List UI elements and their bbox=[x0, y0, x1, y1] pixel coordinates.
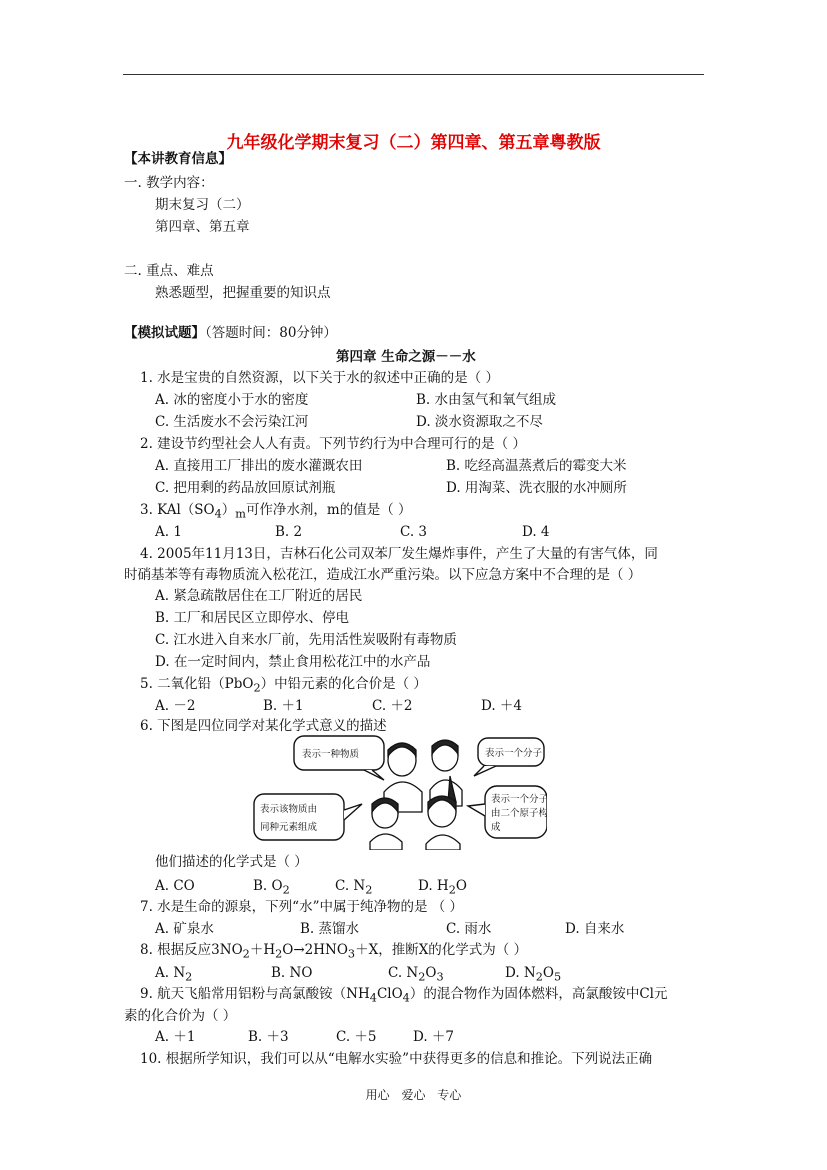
q9-option-c: C. ＋5 bbox=[336, 1029, 377, 1045]
q1-option-b: B. 水由氢气和氧气组成 bbox=[416, 392, 557, 408]
question-2: 2. 建设节约型社会人人有责。下列节约行为中合理可行的是（ ） bbox=[140, 436, 526, 452]
q5-text-2: ）中铅元素的化合价是（ ） bbox=[260, 676, 427, 692]
q5-option-b: B. ＋1 bbox=[263, 698, 304, 714]
q2-option-c: C. 把用剩的药品放回原试剂瓶 bbox=[155, 480, 336, 496]
q3-text-3: 可作净水剂，m的值是（ ） bbox=[245, 502, 412, 518]
q4-option-d: D. 在一定时间内，禁止食用松花江中的水产品 bbox=[155, 654, 431, 670]
question-5 bbox=[140, 675, 427, 698]
q7-option-b: B. 蒸馏水 bbox=[300, 921, 360, 937]
section-1-line-1: 期末复习（二） bbox=[155, 197, 250, 213]
chapter-title: 第四章 生命之源－－水 bbox=[336, 349, 476, 365]
q9-option-a: A. ＋1 bbox=[155, 1029, 196, 1045]
info-header: 【本讲教育信息】 bbox=[124, 151, 232, 167]
q7-option-d: D. 自来水 bbox=[565, 921, 625, 937]
q8-option-d: D. $N_2O_5$ bbox=[505, 965, 562, 984]
question-3 bbox=[140, 501, 412, 524]
q6-option-b: B. $O_2$ bbox=[253, 878, 290, 897]
question-7: 7. 水是生命的源泉，下列“水”中属于纯净物的是 （ ） bbox=[140, 899, 464, 915]
page-footer: 用心 爱心 专心 bbox=[365, 1088, 462, 1102]
section-1-label: 一. 教学内容： bbox=[124, 175, 214, 191]
q1-option-d: D. 淡水资源取之不尽 bbox=[416, 414, 543, 430]
q6-question: 他们描述的化学式是（ ） bbox=[155, 854, 308, 870]
sim-header-line bbox=[124, 324, 337, 342]
q8-option-c: C. $N_2O_3$ bbox=[388, 965, 444, 984]
q3-sub-2: m bbox=[235, 507, 246, 521]
q2-option-b: B. 吃经高温蒸煮后的霉变大米 bbox=[446, 458, 627, 474]
q3-option-d: D. 4 bbox=[522, 524, 550, 540]
sim-time: （答题时间：80分钟） bbox=[205, 325, 337, 341]
question-1: 1. 水是宝贵的自然资源，以下关于水的叙述中正确的是（ ） bbox=[140, 370, 499, 386]
q5-sub: 2 bbox=[253, 681, 261, 695]
q8-option-b: B. NO bbox=[271, 965, 313, 981]
students-figure bbox=[252, 732, 547, 850]
q5-option-d: D. ＋4 bbox=[481, 698, 523, 714]
question-10: 10. 根据所学知识，我们可以从“电解水实验”中获得更多的信息和推论。下列说法正确 bbox=[140, 1051, 653, 1067]
q1-option-a: A. 冰的密度小于水的密度 bbox=[155, 392, 309, 408]
question-9-line-2: 素的化合价为（ ） bbox=[124, 1008, 237, 1024]
q9-option-b: B. ＋3 bbox=[248, 1029, 289, 1045]
bubble-4-text-2: 由二个原子构 bbox=[491, 808, 547, 819]
q4-option-b: B. 工厂和居民区立即停水、停电 bbox=[155, 610, 350, 626]
q1-option-c: C. 生活废水不会污染江河 bbox=[155, 414, 309, 430]
q7-option-a: A. 矿泉水 bbox=[155, 921, 214, 937]
q3-option-a: A. 1 bbox=[155, 524, 182, 540]
q6-option-a: A. CO bbox=[155, 878, 195, 894]
q4-option-c: C. 江水进入自来水厂前，先用活性炭吸附有毒物质 bbox=[155, 632, 457, 648]
bubble-2-text: 表示一个分子 bbox=[485, 748, 543, 759]
q2-option-d: D. 用淘菜、洗衣服的水冲厕所 bbox=[446, 480, 627, 496]
q3-option-b: B. 2 bbox=[275, 524, 303, 540]
q3-text-2: ） bbox=[221, 502, 236, 518]
question-6: 6. 下图是四位同学对某化学式意义的描述 bbox=[140, 718, 387, 734]
page-title: 九年级化学期末复习（二）第四章、第五章粤教版 bbox=[226, 133, 601, 153]
bubble-3-text: 表示该物质由 bbox=[260, 804, 318, 815]
header-rule bbox=[123, 74, 704, 75]
sim-header: 【模拟试题】 bbox=[124, 325, 205, 341]
q5-option-a: A. －2 bbox=[155, 698, 196, 714]
section-2-label: 二. 重点、难点 bbox=[124, 263, 214, 279]
q6-option-d: D. $H_2O$ bbox=[418, 878, 467, 897]
q3-sub-1: 4 bbox=[214, 507, 222, 521]
students-illustration bbox=[252, 732, 547, 850]
q3-option-c: C. 3 bbox=[400, 524, 428, 540]
section-2-line-1: 熟悉题型，把握重要的知识点 bbox=[155, 285, 331, 301]
q5-text-1: 5. 二氧化铅（PbO bbox=[140, 676, 254, 692]
question-9-line-1: 9. 航天飞船常用铝粉与高氯酸铵$(NH_4ClO_4)$的混合物作为固体燃料，高氯酸铵中Cl元 bbox=[140, 986, 668, 1005]
section-1-line-2: 第四章、第五章 bbox=[155, 219, 250, 235]
bubble-4-text-3: 成 bbox=[491, 822, 501, 833]
bubble-1-text: 表示一种物质 bbox=[302, 749, 360, 760]
bubble-3-text-2: 同种元素组成 bbox=[260, 822, 318, 833]
q7-option-c: C. 雨水 bbox=[446, 921, 492, 937]
bubble-4-text: 表示一个分子 bbox=[491, 794, 547, 805]
q8-option-a: A. $N_2$ bbox=[155, 965, 193, 984]
q4-option-a: A. 紧急疏散居住在工厂附近的居民 bbox=[155, 588, 363, 604]
q6-option-c: C. $N_2$ bbox=[335, 878, 373, 897]
question-4-line-2: 时硝基苯等有毒物质流入松花江，造成江水严重污染。以下应急方案中不合理的是（ ） bbox=[124, 567, 642, 583]
question-8: 8. 根据反应$3NO_2+H_2O\to 2HNO_3+X$，推断X的化学式为（ ） bbox=[140, 942, 528, 961]
q9-option-d: D. ＋7 bbox=[413, 1029, 455, 1045]
q5-option-c: C. ＋2 bbox=[372, 698, 413, 714]
speech-bubble-3 bbox=[254, 794, 344, 840]
question-4-line-1: 4. 2005年11月13日，吉林石化公司双苯厂发生爆炸事件，产生了大量的有害气体，同 bbox=[140, 546, 658, 562]
q2-option-a: A. 直接用工厂排出的废水灌溉农田 bbox=[155, 458, 363, 474]
q3-text-1: 3. KAl（SO bbox=[140, 502, 215, 518]
